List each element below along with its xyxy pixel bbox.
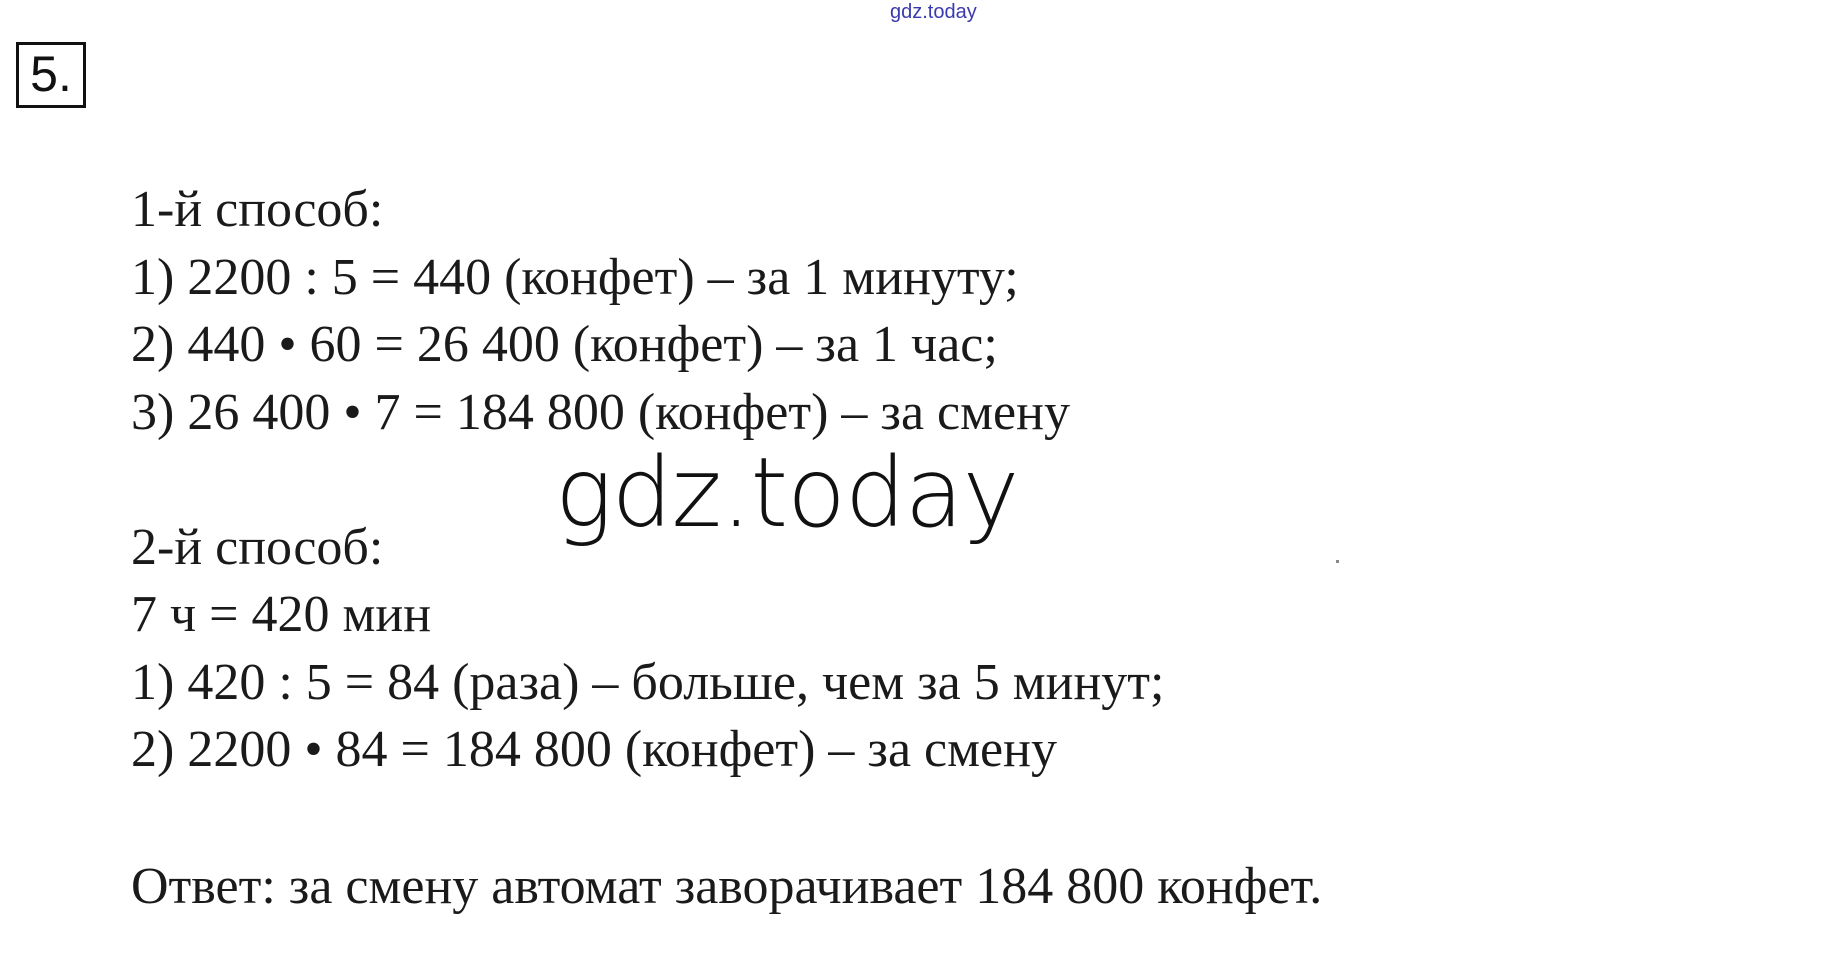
method2-title: 2-й способ: bbox=[131, 518, 384, 576]
method1-step-2: 2) 440 • 60 = 26 400 (конфет) – за 1 час; bbox=[131, 316, 998, 373]
scan-speck bbox=[1336, 560, 1339, 563]
watermark-small: gdz.today bbox=[890, 1, 977, 23]
method2-step-1: 1) 420 : 5 = 84 (раза) – больше, чем за 5 минут; bbox=[131, 653, 1165, 711]
method1-step-3: 3) 26 400 • 7 = 184 800 (конфет) – за смену bbox=[131, 383, 1070, 441]
method2-conversion: 7 ч = 420 мин bbox=[131, 586, 432, 643]
watermark-big: gdz.today bbox=[555, 437, 1019, 549]
method1-title: 1-й способ: bbox=[131, 181, 384, 238]
answer-line: Ответ: за смену автомат заворачивает 184 800 конфет. bbox=[131, 858, 1323, 915]
method2-step-2: 2) 2200 • 84 = 184 800 (конфет) – за смену bbox=[131, 721, 1057, 778]
method1-step-1: 1) 2200 : 5 = 440 (конфет) – за 1 минуту; bbox=[131, 248, 1019, 306]
task-number-box: 5. bbox=[16, 42, 86, 108]
